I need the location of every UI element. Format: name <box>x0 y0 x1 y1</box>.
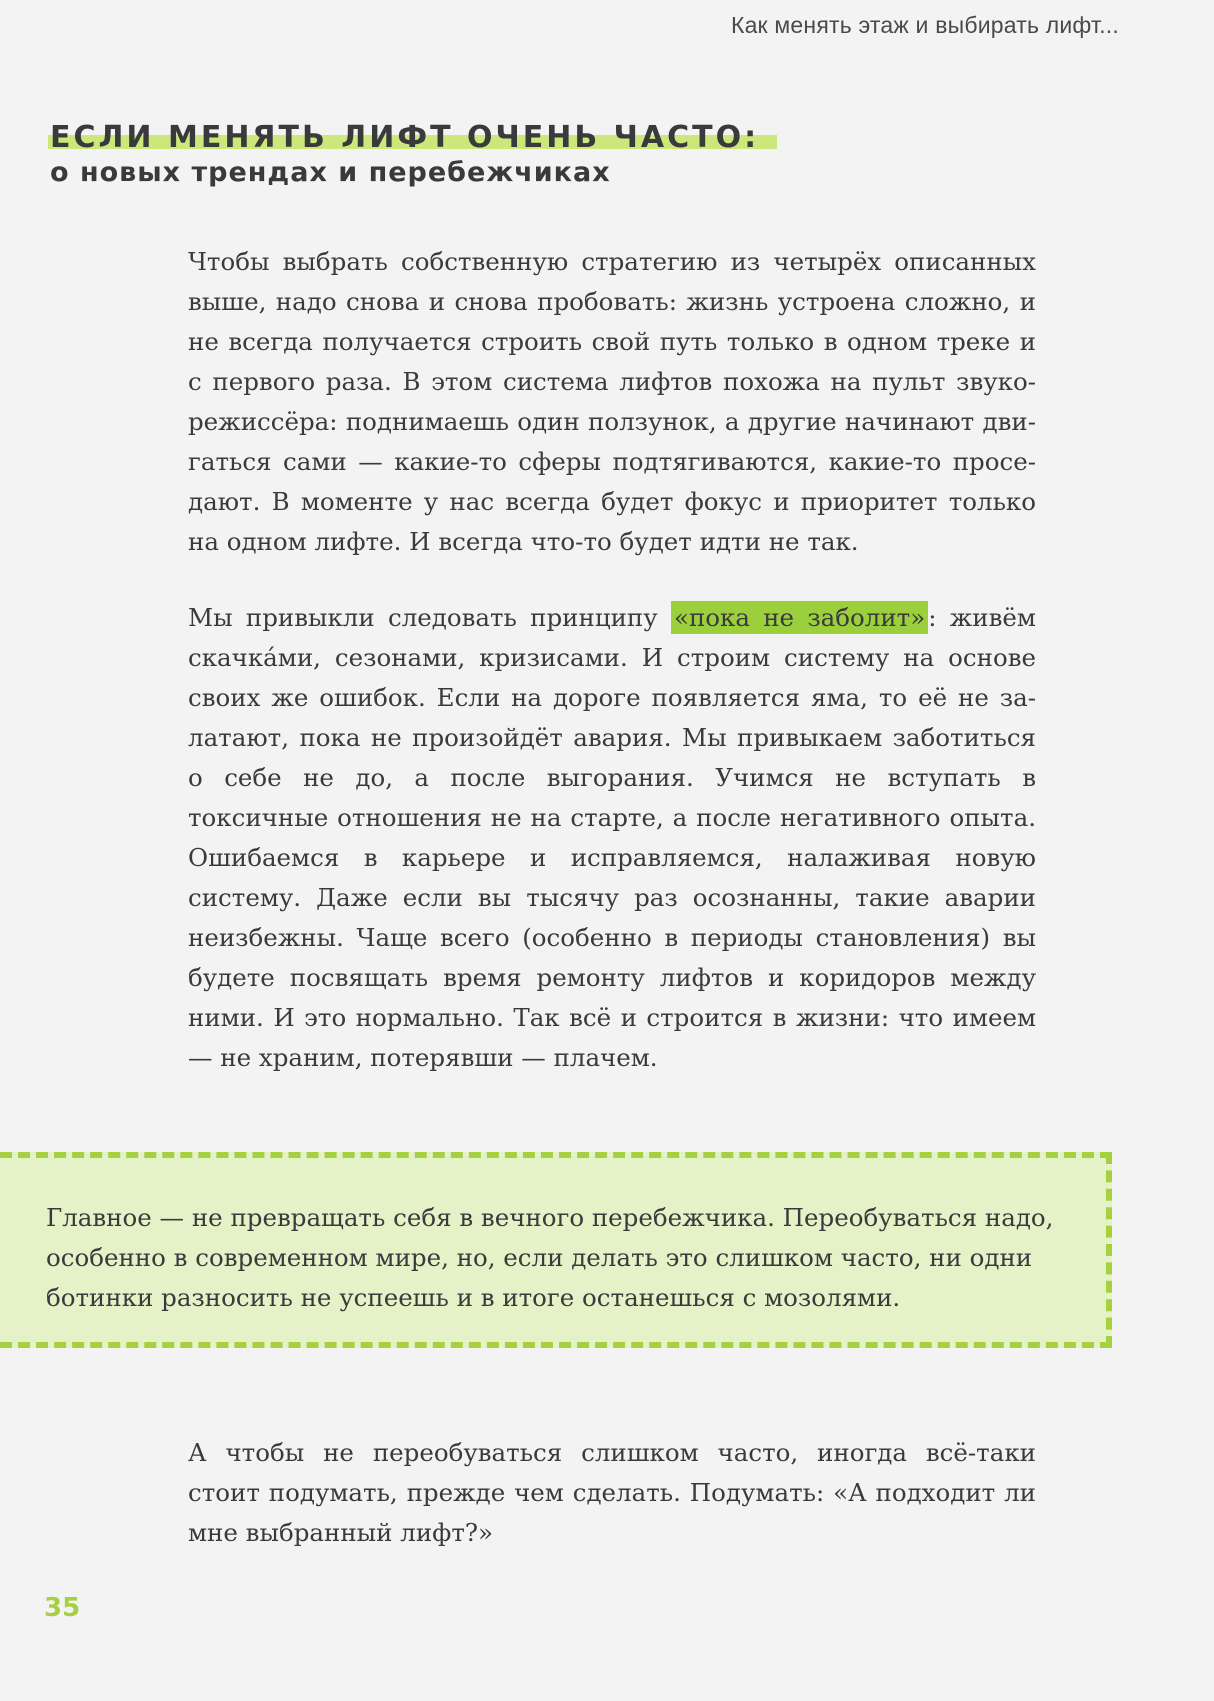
callout-box <box>0 1152 1112 1348</box>
section-title-wrap <box>50 120 759 155</box>
highlighted-phrase: «пока не заболит» <box>671 601 928 634</box>
section-subtitle: о новых трендах и перебежчиках <box>50 157 611 188</box>
running-head: Как менять этаж и выбирать лифт... <box>730 12 1119 38</box>
callout-text: Главное — не превращать себя в вечного перебежчика. Переобуваться надо, особенно в современном мире, но, если делать это слишком часто, ни одни ботинки разносить не успеешь и в итоге останешься с мозолями. <box>46 1203 1054 1312</box>
paragraph-2 <box>188 598 1036 1078</box>
paragraph-1: Чтобы выбрать собственную стратегию из четырёх описанных выше, надо снова и снова пробовать: жизнь устроена сложно, и не всегда получается строить свой путь только в одном треке и с первого раза. В этом система лифтов похожа на пульт звукорежиссёра: поднимаешь один ползунок, а другие начинают двигаться сами — какие-то сферы подтягиваются, какие-то проседают. В моменте у нас всегда будет фокус и приоритет только на одном лифте. И всегда что-то будет идти не так. <box>188 247 1036 556</box>
paragraph-2-start: Мы привыкли следовать принципу <box>188 603 671 632</box>
section-heading <box>50 120 759 188</box>
paragraph-2-rest: : живём скачка́ми, сезонами, кризисами. И строим систему на основе своих же ошибок. Если на дороге появляется яма, то её не залатают, пока не произойдёт авария. Мы привыкаем заботиться о себе не до, а после выгорания. Учимся не вступать в токсичные отношения не на старте, а после негативного опыта. Ошибаемся в карьере и исправляемся, налаживая новую систему. Даже если вы тысячу раз осознанны, такие аварии неизбежны. Чаще всего (особенно в периоды становления) вы будете посвящать время ремонту лифтов и коридоров между ними. И это нормально. Так всё и строится в жизни: что имеем — не храним, потерявши — плачем. <box>188 603 1036 1072</box>
page-number: 35 <box>44 1593 81 1623</box>
paragraph-3: А чтобы не переобуваться слишком часто, иногда всё-таки стоит подумать, прежде чем сделать. Подумать: «А подходит ли мне выбранный лифт?» <box>188 1438 1036 1547</box>
section-title: ЕСЛИ МЕНЯТЬ ЛИФТ ОЧЕНЬ ЧАСТО: <box>50 120 760 155</box>
